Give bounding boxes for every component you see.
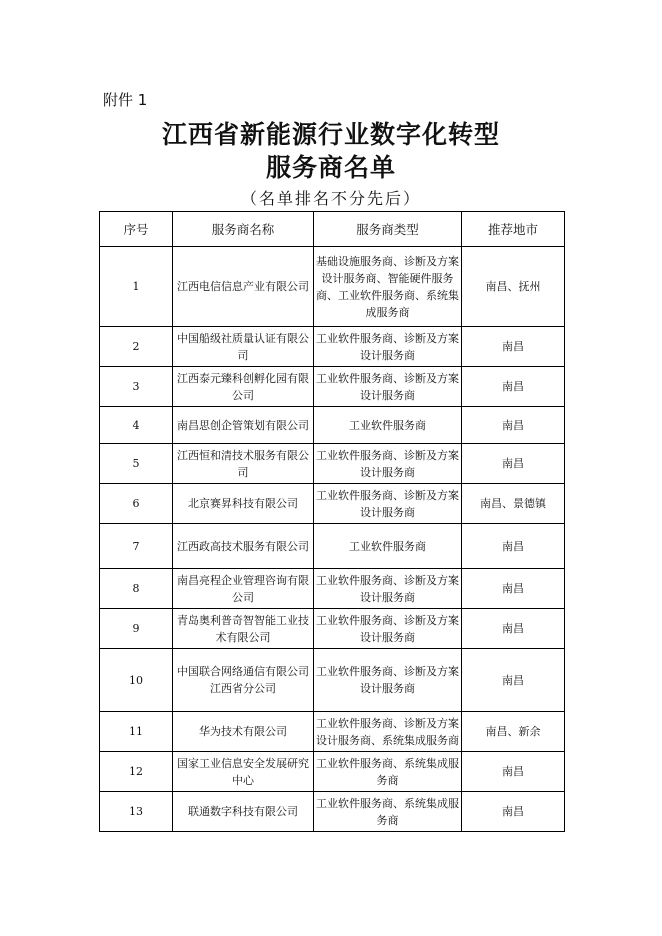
row-type: 工业软件服务商 <box>314 407 462 444</box>
table-row <box>100 524 565 569</box>
table-row <box>100 367 565 407</box>
row-no: 3 <box>100 367 173 407</box>
row-type: 基础设施服务商、诊断及方案设计服务商、智能硬件服务商、工业软件服务商、系统集成服务商 <box>314 247 462 327</box>
table-row <box>100 569 565 609</box>
row-type: 工业软件服务商、诊断及方案设计服务商 <box>314 444 462 484</box>
row-city: 南昌 <box>462 752 565 792</box>
row-no: 9 <box>100 609 173 649</box>
table-row <box>100 327 565 367</box>
row-name: 江西政高技术服务有限公司 <box>173 524 314 569</box>
row-no: 4 <box>100 407 173 444</box>
row-name: 中国联合网络通信有限公司江西省分公司 <box>173 649 314 712</box>
row-no: 12 <box>100 752 173 792</box>
row-no: 2 <box>100 327 173 367</box>
row-no: 7 <box>100 524 173 569</box>
document-title-line1: 江西省新能源行业数字化转型 <box>161 120 500 149</box>
header-city: 推荐地市 <box>462 212 565 247</box>
row-no: 1 <box>100 247 173 327</box>
row-no: 13 <box>100 792 173 832</box>
header-name: 服务商名称 <box>173 212 314 247</box>
row-type: 工业软件服务商、诊断及方案设计服务商 <box>314 649 462 712</box>
row-type: 工业软件服务商、诊断及方案设计服务商 <box>314 609 462 649</box>
table-row <box>100 609 565 649</box>
row-city: 南昌 <box>462 407 565 444</box>
attachment-label: 附件 1 <box>103 91 148 109</box>
service-provider-table <box>99 211 565 832</box>
row-type: 工业软件服务商、诊断及方案设计服务商 <box>314 484 462 524</box>
row-type: 工业软件服务商、诊断及方案设计服务商、系统集成服务商 <box>314 712 462 752</box>
row-type: 工业软件服务商、诊断及方案设计服务商 <box>314 327 462 367</box>
row-name: 江西泰元臻科创孵化园有限公司 <box>173 367 314 407</box>
ranking-note: （名单排名不分先后） <box>240 189 421 208</box>
table-row <box>100 247 565 327</box>
row-name: 国家工业信息安全发展研究中心 <box>173 752 314 792</box>
row-city: 南昌 <box>462 327 565 367</box>
table-header-row <box>100 212 565 247</box>
row-city: 南昌、新余 <box>462 712 565 752</box>
row-type: 工业软件服务商、系统集成服务商 <box>314 792 462 832</box>
row-type: 工业软件服务商、系统集成服务商 <box>314 752 462 792</box>
row-city: 南昌 <box>462 569 565 609</box>
table-row <box>100 792 565 832</box>
row-city: 南昌、景德镇 <box>462 484 565 524</box>
row-name: 北京赛昇科技有限公司 <box>173 484 314 524</box>
row-type: 工业软件服务商、诊断及方案设计服务商 <box>314 569 462 609</box>
row-no: 6 <box>100 484 173 524</box>
row-name: 联通数字科技有限公司 <box>173 792 314 832</box>
row-no: 10 <box>100 649 173 712</box>
table-row <box>100 649 565 712</box>
row-city: 南昌、抚州 <box>462 247 565 327</box>
row-type: 工业软件服务商 <box>314 524 462 569</box>
header-type: 服务商类型 <box>314 212 462 247</box>
table-row <box>100 752 565 792</box>
row-name: 江西恒和清技术服务有限公司 <box>173 444 314 484</box>
row-name: 江西电信信息产业有限公司 <box>173 247 314 327</box>
row-city: 南昌 <box>462 792 565 832</box>
row-no: 11 <box>100 712 173 752</box>
row-name: 青岛奥利普奇智智能工业技术有限公司 <box>173 609 314 649</box>
table-row <box>100 407 565 444</box>
row-name: 华为技术有限公司 <box>173 712 314 752</box>
row-name: 南昌思创企管策划有限公司 <box>173 407 314 444</box>
row-name: 南昌亮程企业管理咨询有限公司 <box>173 569 314 609</box>
row-city: 南昌 <box>462 609 565 649</box>
row-name: 中国船级社质量认证有限公司 <box>173 327 314 367</box>
row-city: 南昌 <box>462 649 565 712</box>
table-row <box>100 444 565 484</box>
document-title-line2: 服务商名单 <box>265 153 396 182</box>
table-row <box>100 484 565 524</box>
row-no: 8 <box>100 569 173 609</box>
table-row <box>100 712 565 752</box>
header-no: 序号 <box>100 212 173 247</box>
row-type: 工业软件服务商、诊断及方案设计服务商 <box>314 367 462 407</box>
row-no: 5 <box>100 444 173 484</box>
row-city: 南昌 <box>462 524 565 569</box>
row-city: 南昌 <box>462 444 565 484</box>
row-city: 南昌 <box>462 367 565 407</box>
